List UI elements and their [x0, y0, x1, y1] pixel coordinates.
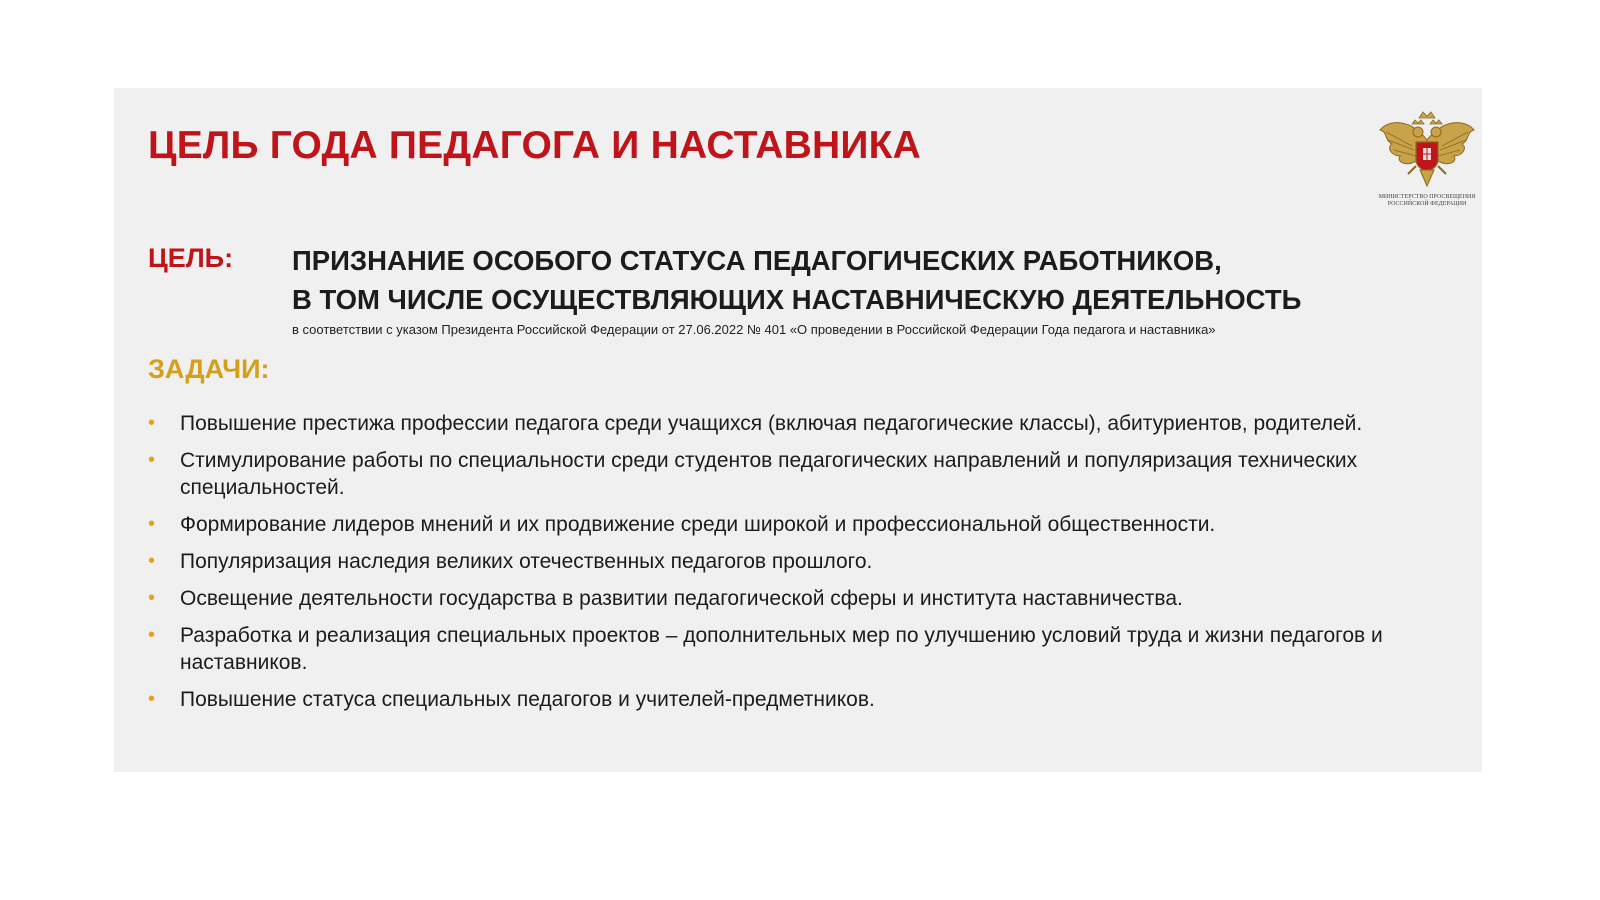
task-text: Освещение деятельности государства в развитии педагогической сферы и института наставничества. [180, 587, 1183, 610]
goal-line-1: ПРИЗНАНИЕ ОСОБОГО СТАТУСА ПЕДАГОГИЧЕСКИХ РАБОТНИКОВ, [292, 245, 1222, 276]
task-text: Повышение статуса специальных педагогов и учителей-предметников. [180, 688, 875, 711]
task-text: Популяризация наследия великих отечественных педагогов прошлого. [180, 550, 873, 573]
bullet-icon: • [148, 688, 156, 710]
goal-decree-note: в соответствии с указом Президента Российской Федерации от 27.06.2022 № 401 «О проведении в Российской Федерации Года педагога и наставника» [292, 322, 1216, 337]
task-item [148, 548, 1448, 575]
tasks-label: ЗАДАЧИ: [148, 354, 270, 384]
task-text: Стимулирование работы по специальности среди студентов педагогических направлений и популяризация технических специальностей. [180, 449, 1358, 499]
goal-label: ЦЕЛЬ: [148, 243, 234, 273]
task-item [148, 585, 1448, 612]
eagle-emblem-icon [1372, 110, 1482, 192]
task-item [148, 622, 1448, 676]
goal-text [292, 241, 1301, 319]
bullet-icon: • [148, 624, 156, 646]
task-item [148, 511, 1448, 538]
bullet-icon: • [148, 550, 156, 572]
slide-title: ЦЕЛЬ ГОДА ПЕДАГОГА И НАСТАВНИКА [148, 124, 921, 167]
goal-line-2: В ТОМ ЧИСЛЕ ОСУЩЕСТВЛЯЮЩИХ НАСТАВНИЧЕСКУЮ ДЕЯТЕЛЬНОСТЬ [292, 284, 1302, 315]
slide [114, 88, 1482, 772]
task-text: Формирование лидеров мнений и их продвижение среди широкой и профессиональной общественности. [180, 513, 1216, 536]
task-text: Разработка и реализация специальных проектов – дополнительных мер по улучшению условий труда и жизни педагогов и наставников. [180, 624, 1383, 674]
bullet-icon: • [148, 412, 156, 434]
bullet-icon: • [148, 587, 156, 609]
bullet-icon: • [148, 513, 156, 535]
task-item [148, 410, 1448, 437]
emblem [1372, 110, 1482, 216]
task-item [148, 686, 1448, 713]
task-item [148, 447, 1448, 501]
emblem-caption: МИНИСТЕРСТВО ПРОСВЕЩЕНИЯ РОССИЙСКОЙ ФЕДЕРАЦИИ [1378, 194, 1476, 207]
bullet-icon: • [148, 449, 156, 471]
tasks-list [148, 410, 1448, 723]
task-text: Повышение престижа профессии педагога среди учащихся (включая педагогические классы), абитуриентов, родителей. [180, 412, 1363, 435]
